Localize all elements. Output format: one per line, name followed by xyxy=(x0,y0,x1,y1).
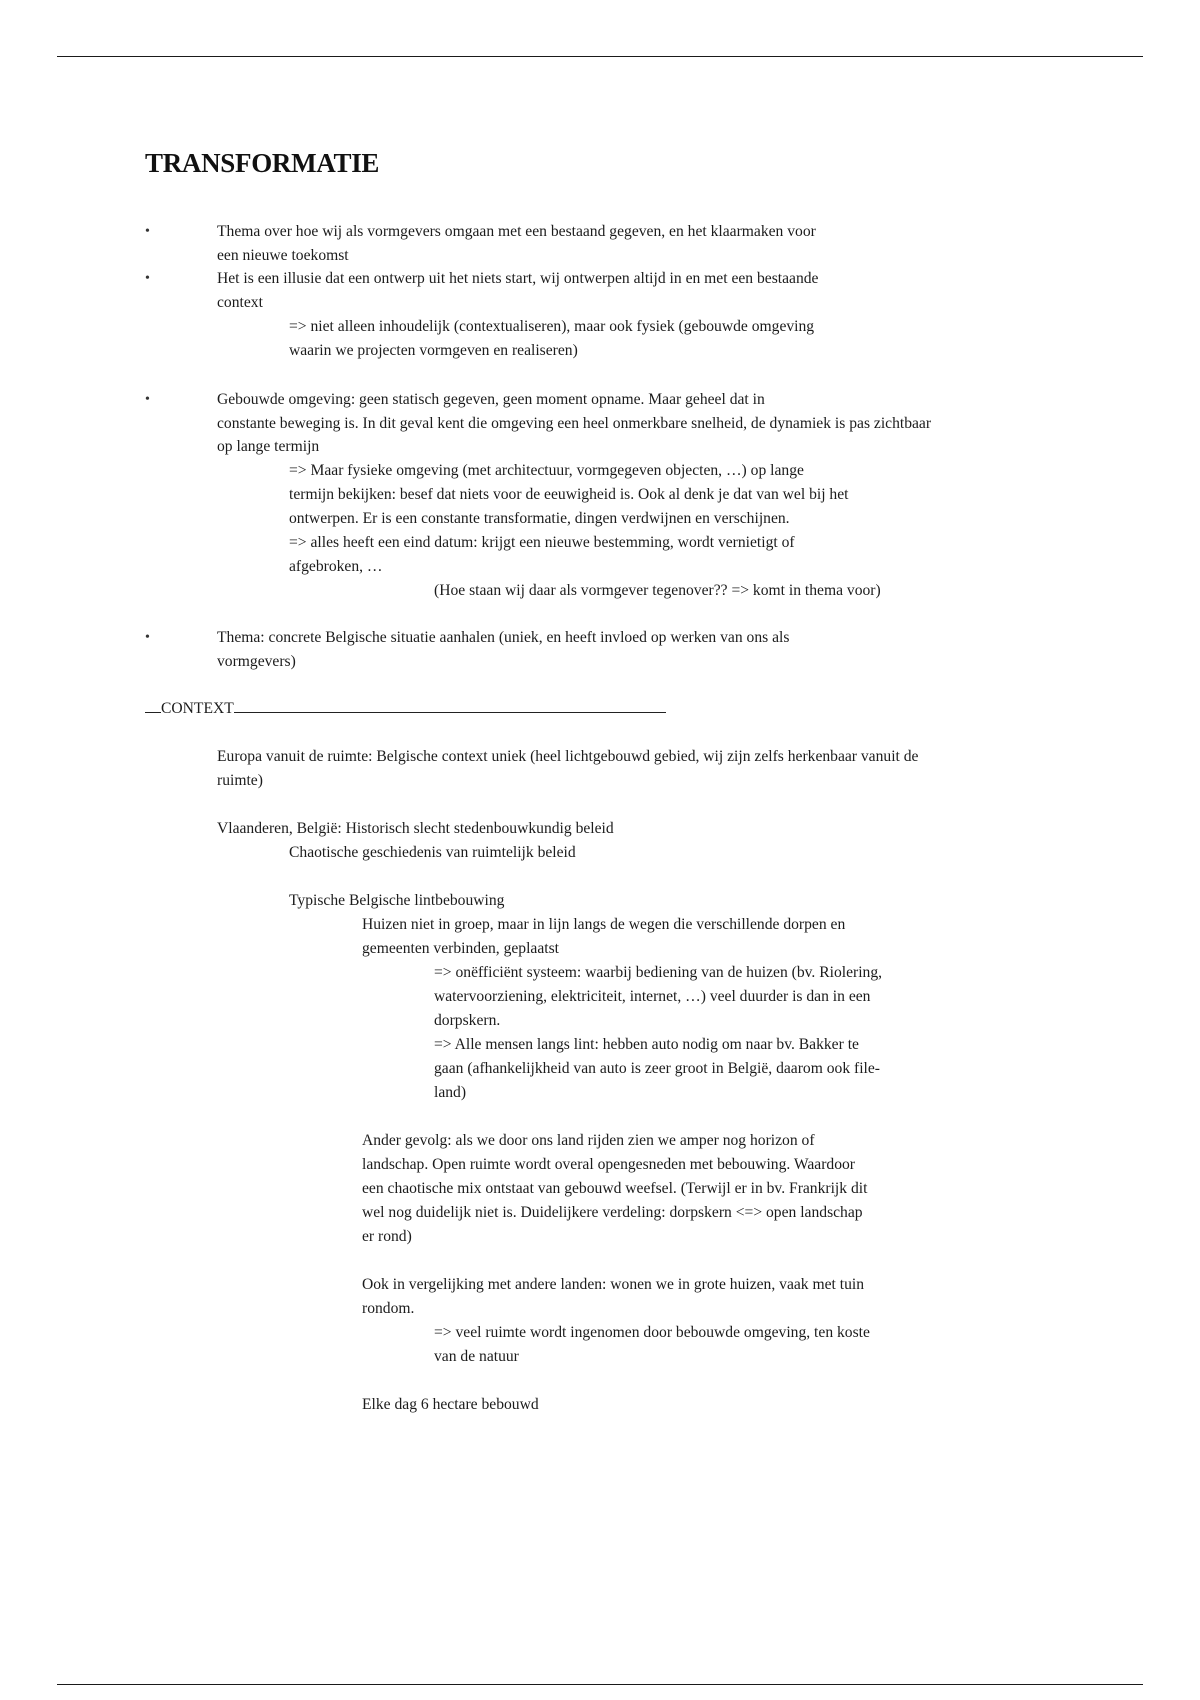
bullet-marker: • xyxy=(145,224,150,239)
paragraph-line: Thema: concrete Belgische situatie aanhalen (uniek, en heeft invloed op werken van ons als xyxy=(217,629,790,646)
paragraph-line: (Hoe staan wij daar als vormgever tegenover?? => komt in thema voor) xyxy=(434,582,881,599)
paragraph-line: er rond) xyxy=(362,1228,412,1245)
paragraph-line: gemeenten verbinden, geplaatst xyxy=(362,940,560,957)
paragraph-line: => alles heeft een eind datum: krijgt een nieuwe bestemming, wordt vernietigt of xyxy=(289,534,795,551)
footer-rule xyxy=(57,1684,1143,1685)
paragraph-line: gaan (afhankelijkheid van auto is zeer groot in België, daarom ook file- xyxy=(434,1060,880,1077)
bullet-marker: • xyxy=(145,392,150,407)
paragraph-line: op lange termijn xyxy=(217,438,320,455)
paragraph-line: land) xyxy=(434,1084,467,1101)
paragraph-line: Thema over hoe wij als vormgevers omgaan met een bestaand gegeven, en het klaarmaken voor xyxy=(217,223,816,240)
header-rule xyxy=(57,56,1143,57)
paragraph-line: termijn bekijken: besef dat niets voor de eeuwigheid is. Ook al denk je dat van wel bij het xyxy=(289,486,849,503)
paragraph-line: van de natuur xyxy=(434,1348,519,1365)
paragraph-line: => onëfficiënt systeem: waarbij bediening van de huizen (bv. Riolering, xyxy=(434,964,883,981)
paragraph-line: Elke dag 6 hectare bebouwd xyxy=(362,1396,539,1413)
paragraph-line: rondom. xyxy=(362,1300,415,1317)
paragraph-line: => Alle mensen langs lint: hebben auto nodig om naar bv. Bakker te xyxy=(434,1036,859,1053)
page-title: TRANSFORMATIE xyxy=(145,148,380,178)
paragraph-line: Huizen niet in groep, maar in lijn langs de wegen die verschillende dorpen en xyxy=(362,916,846,933)
paragraph-line: watervoorziening, elektriciteit, internet, …) veel duurder is dan in een xyxy=(434,988,871,1005)
paragraph-line: waarin we projecten vormgeven en realiseren) xyxy=(289,342,578,359)
paragraph-line: ontwerpen. Er is een constante transformatie, dingen verdwijnen en verschijnen. xyxy=(289,510,790,527)
bullet-marker: • xyxy=(145,630,150,645)
paragraph-line: wel nog duidelijk niet is. Duidelijkere verdeling: dorpskern <=> open landschap xyxy=(362,1204,863,1221)
paragraph-line: constante beweging is. In dit geval kent die omgeving een heel onmerkbare snelheid, de dynamiek is pas zichtbaar xyxy=(217,415,932,432)
paragraph-line: Vlaanderen, België: Historisch slecht stedenbouwkundig beleid xyxy=(217,820,614,837)
paragraph-line: Gebouwde omgeving: geen statisch gegeven, geen moment opname. Maar geheel dat in xyxy=(217,391,765,408)
paragraph-line: Chaotische geschiedenis van ruimtelijk beleid xyxy=(289,844,576,861)
paragraph-line: een chaotische mix ontstaat van gebouwd weefsel. (Terwijl er in bv. Frankrijk dit xyxy=(362,1180,868,1197)
paragraph-line: een nieuwe toekomst xyxy=(217,247,349,264)
paragraph-line: Ander gevolg: als we door ons land rijden zien we amper nog horizon of xyxy=(362,1132,815,1149)
paragraph-line: => niet alleen inhoudelijk (contextualiseren), maar ook fysiek (gebouwde omgeving xyxy=(289,318,815,335)
paragraph-line: context xyxy=(217,294,263,311)
paragraph-line: Europa vanuit de ruimte: Belgische context uniek (heel lichtgebouwd gebied, wij zijn zelfs herkenbaar vanuit de xyxy=(217,748,919,765)
bullet-marker: • xyxy=(145,271,150,286)
paragraph-line: afgebroken, … xyxy=(289,558,383,575)
paragraph-line: vormgevers) xyxy=(217,653,296,670)
paragraph-line: Het is een illusie dat een ontwerp uit het niets start, wij ontwerpen altijd in en met een bestaande xyxy=(217,270,819,287)
paragraph-line: => veel ruimte wordt ingenomen door bebouwde omgeving, ten koste xyxy=(434,1324,870,1341)
paragraph-line: landschap. Open ruimte wordt overal opengesneden met bebouwing. Waardoor xyxy=(362,1156,855,1173)
paragraph-line: dorpskern. xyxy=(434,1012,501,1029)
paragraph-line: Typische Belgische lintbebouwing xyxy=(289,892,505,909)
section-heading-context xyxy=(145,698,666,720)
paragraph-line: ruimte) xyxy=(217,772,263,789)
paragraph-line: => Maar fysieke omgeving (met architectuur, vormgegeven objecten, …) op lange xyxy=(289,462,804,479)
section-heading-label: CONTEXT xyxy=(161,700,234,717)
paragraph-line: Ook in vergelijking met andere landen: wonen we in grote huizen, vaak met tuin xyxy=(362,1276,865,1293)
